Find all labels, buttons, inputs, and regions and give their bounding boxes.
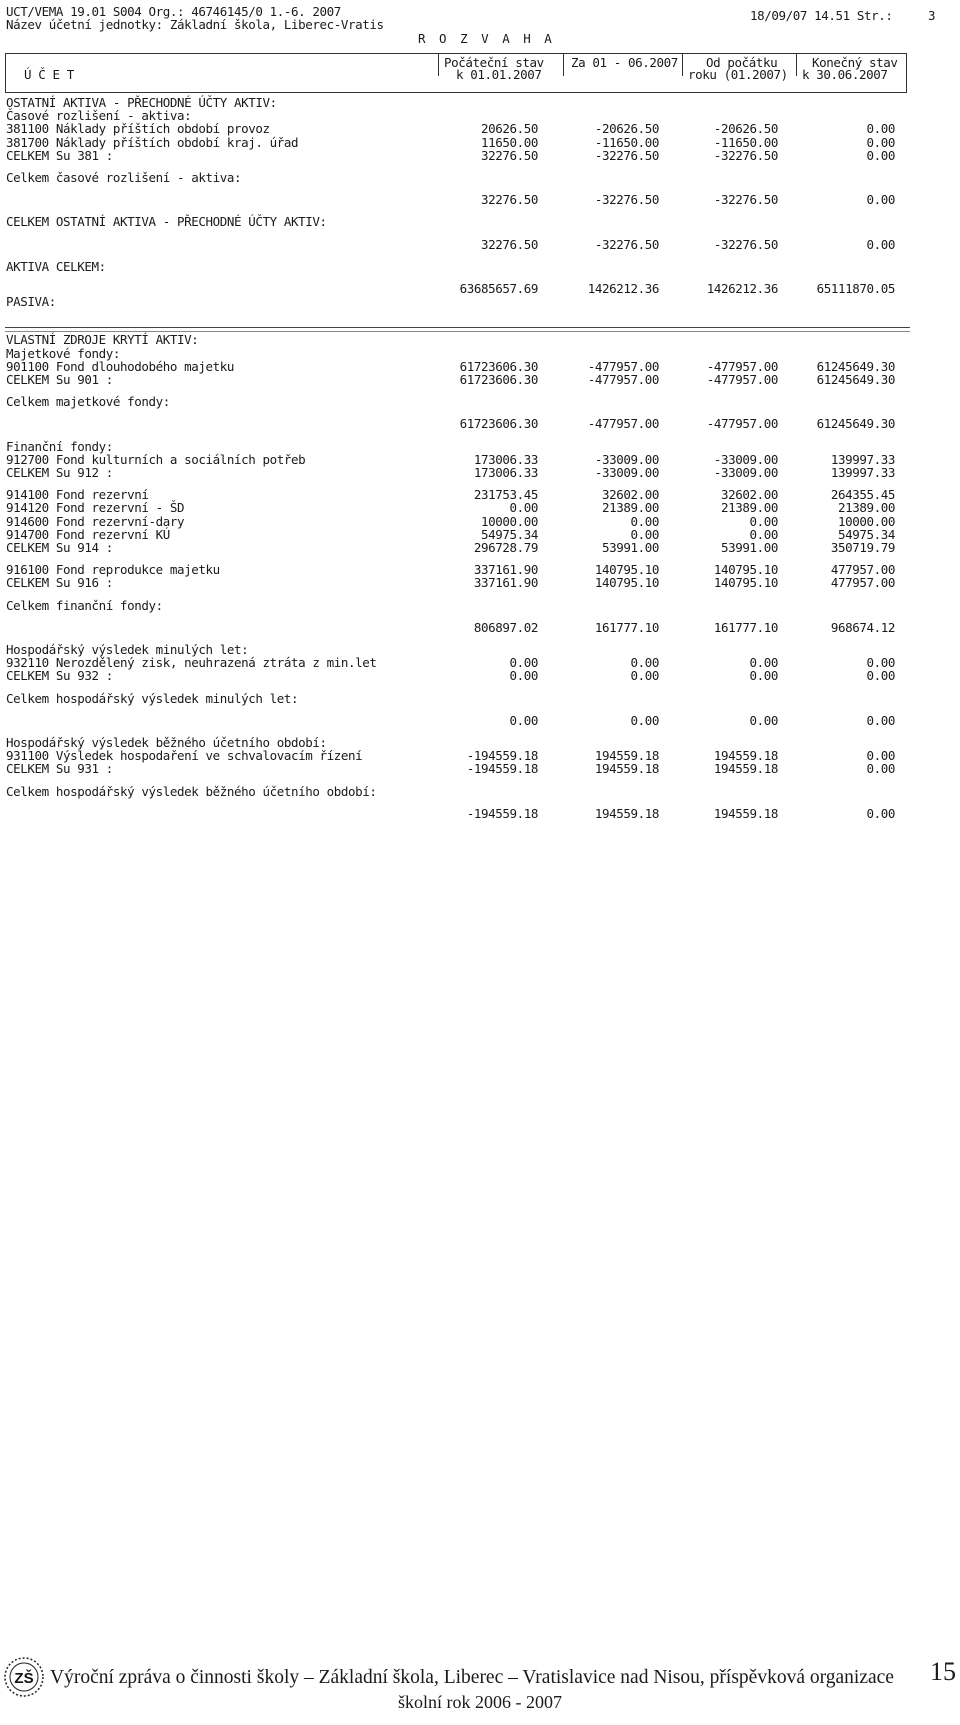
logo-text: ZŠ <box>14 1670 34 1687</box>
table-row <box>6 762 906 776</box>
row-value: 21389.00 <box>720 500 778 516</box>
row-value: 1426212.36 <box>706 281 778 296</box>
row-value: 194559.18 <box>594 748 659 764</box>
row-label: CELKEM OSTATNÍ AKTIVA - PŘECHODNÉ ÚČTY AKTIV: <box>6 214 327 230</box>
table-row <box>6 807 906 821</box>
row-value: 173006.33 <box>473 451 538 467</box>
row-value: -477957.00 <box>706 372 778 387</box>
row-label: Celkem hospodářský výsledek minulých let: <box>6 690 299 706</box>
section-heading-row <box>6 395 906 409</box>
row-value: 11650.00 <box>480 134 538 150</box>
row-label: CELKEM Su 381 : <box>6 147 113 163</box>
report-datetime: 18/09/07 14.51 Str.: <box>750 8 893 23</box>
row-value: 61723606.30 <box>459 416 538 432</box>
row-value: 61245649.30 <box>816 372 895 387</box>
section-heading-row <box>6 260 906 274</box>
column-header-period: Za 01 - 06.2007 <box>571 55 678 70</box>
row-value: -33009.00 <box>713 465 778 480</box>
row-value: -194559.18 <box>466 805 538 821</box>
row-value: 0.00 <box>866 236 895 252</box>
row-value: 65111870.05 <box>816 281 895 296</box>
row-value: -33009.00 <box>594 451 659 467</box>
row-value: 161777.10 <box>594 619 659 635</box>
report-header-line2: Název účetní jednotky: Základní škola, Liberec-Vratis <box>6 17 384 32</box>
row-value: 0.00 <box>630 668 659 684</box>
row-value: 0.00 <box>866 668 895 684</box>
row-value: 140795.10 <box>594 575 659 591</box>
row-value: 0.00 <box>509 668 538 684</box>
row-value: -32276.50 <box>713 192 778 208</box>
row-label: Časové rozlišení - aktiva: <box>6 108 192 124</box>
row-value: 0.00 <box>630 712 659 728</box>
row-value: 350719.79 <box>830 540 895 555</box>
row-value: 194559.18 <box>713 805 778 821</box>
row-value: 296728.79 <box>473 540 538 555</box>
row-label: Finanční fondy: <box>6 438 113 454</box>
row-value: 32602.00 <box>601 487 659 503</box>
row-value: 173006.33 <box>473 465 538 480</box>
row-value: -477957.00 <box>587 416 659 432</box>
row-value: 477957.00 <box>830 575 895 591</box>
row-value: 139997.33 <box>830 465 895 480</box>
row-value: 337161.90 <box>473 562 538 578</box>
table-row <box>6 669 906 683</box>
row-label: Hospodářský výsledek běžného účetního období: <box>6 735 327 750</box>
row-value: 0.00 <box>509 500 538 516</box>
row-value: 10000.00 <box>837 513 895 529</box>
section-heading-row <box>6 599 906 613</box>
row-value: 20626.50 <box>480 121 538 137</box>
row-value: 139997.33 <box>830 451 895 467</box>
row-value: 63685657.69 <box>459 281 538 296</box>
table-row <box>6 238 906 252</box>
footer-school-year: školní rok 2006 - 2007 <box>398 1692 562 1712</box>
row-value: 53991.00 <box>601 540 659 555</box>
row-value: 140795.10 <box>713 575 778 591</box>
row-value: 1426212.36 <box>587 281 659 296</box>
row-value: 806897.02 <box>473 619 538 635</box>
row-label: Celkem majetkové fondy: <box>6 394 170 410</box>
row-value: 0.00 <box>630 513 659 529</box>
column-header-closing-1: Konečný stav <box>812 55 898 70</box>
row-label: 914700 Fond rezervní KÚ <box>6 526 170 542</box>
section-heading-row <box>6 333 906 347</box>
row-value: 61723606.30 <box>459 372 538 387</box>
row-label: VLASTNÍ ZDROJE KRYTÍ AKTIV: <box>6 332 199 348</box>
row-value: 53991.00 <box>720 540 778 555</box>
row-value: 32276.50 <box>480 147 538 163</box>
table-row <box>6 149 906 163</box>
section-heading-row <box>6 785 906 799</box>
row-value: 32276.50 <box>480 236 538 252</box>
column-header-opening-2: k 01.01.2007 <box>456 67 542 82</box>
row-label: Celkem finanční fondy: <box>6 597 163 613</box>
row-value: -33009.00 <box>713 451 778 467</box>
section-heading-row <box>6 692 906 706</box>
row-value: 21389.00 <box>601 500 659 516</box>
table-row <box>6 282 906 296</box>
row-value: 194559.18 <box>713 748 778 764</box>
row-value: -194559.18 <box>466 761 538 777</box>
row-value: -11650.00 <box>594 134 659 150</box>
section-heading-row <box>6 171 906 185</box>
column-header-ytd-2: roku (01.2007) <box>688 67 788 82</box>
report-title: R O Z V A H A <box>418 31 555 46</box>
table-row <box>6 466 906 480</box>
row-label: 381100 Náklady příštích období provoz <box>6 121 270 137</box>
row-value: -477957.00 <box>587 372 659 387</box>
row-value: 0.00 <box>509 712 538 728</box>
row-value: 194559.18 <box>594 761 659 777</box>
row-value: 264355.45 <box>830 487 895 503</box>
row-value: -32276.50 <box>594 236 659 252</box>
row-value: -32276.50 <box>713 147 778 163</box>
row-value: 10000.00 <box>480 513 538 529</box>
row-label: PASIVA: <box>6 294 56 310</box>
row-value: -11650.00 <box>713 134 778 150</box>
row-value: -477957.00 <box>587 358 659 374</box>
row-value: 0.00 <box>749 513 778 529</box>
column-header-box <box>5 53 907 93</box>
section-separator <box>5 327 910 332</box>
row-value: -33009.00 <box>594 465 659 480</box>
row-value: 0.00 <box>509 655 538 671</box>
row-label: Hospodářský výsledek minulých let: <box>6 642 249 657</box>
footer-title: Výroční zpráva o činnosti školy – Základní škola, Liberec – Vratislavice nad Nisou, příspěvková organizace <box>50 1667 894 1688</box>
row-value: 0.00 <box>866 748 895 764</box>
row-value: 54975.34 <box>837 526 895 542</box>
row-label: 932110 Nerozdělený zisk, neuhrazená ztráta z min.let <box>6 655 377 671</box>
column-header-opening-1: Počáteční stav <box>444 55 544 70</box>
section-heading-row <box>6 295 906 309</box>
row-value: 0.00 <box>866 712 895 728</box>
row-value: 0.00 <box>866 134 895 150</box>
row-value: -20626.50 <box>713 121 778 137</box>
row-label: 931100 Výsledek hospodaření ve schvalovacím řízení <box>6 748 363 764</box>
row-value: -477957.00 <box>706 358 778 374</box>
row-label: CELKEM Su 916 : <box>6 575 113 591</box>
row-label: CELKEM Su 932 : <box>6 668 113 684</box>
column-header-account: Ú Č E T <box>24 67 74 82</box>
section-heading-row <box>6 215 906 229</box>
row-label: 914120 Fond rezervní - ŠD <box>6 500 185 516</box>
row-value: 0.00 <box>749 712 778 728</box>
row-value: 194559.18 <box>594 805 659 821</box>
row-value: 61245649.30 <box>816 358 895 374</box>
row-value: -32276.50 <box>594 147 659 163</box>
row-value: 968674.12 <box>830 619 895 635</box>
row-label: OSTATNÍ AKTIVA - PŘECHODNÉ ÚČTY AKTIV: <box>6 95 277 110</box>
row-value: -32276.50 <box>594 192 659 208</box>
row-value: -194559.18 <box>466 748 538 764</box>
row-value: 0.00 <box>749 655 778 671</box>
row-value: 0.00 <box>866 192 895 208</box>
column-header-closing-2: k 30.06.2007 <box>802 67 888 82</box>
column-header-ytd-1: Od počátku <box>706 55 778 70</box>
table-row <box>6 621 906 635</box>
row-value: -477957.00 <box>706 416 778 432</box>
row-value: 0.00 <box>866 655 895 671</box>
row-label: AKTIVA CELKEM: <box>6 258 106 274</box>
footer-page-number: 15 <box>930 1657 956 1686</box>
row-label: Celkem hospodářský výsledek běžného účetního období: <box>6 783 377 799</box>
row-label: CELKEM Su 901 : <box>6 372 113 387</box>
row-label: Majetkové fondy: <box>6 345 121 361</box>
row-value: 0.00 <box>866 805 895 821</box>
row-value: 337161.90 <box>473 575 538 591</box>
table-row <box>6 576 906 590</box>
report-page-number: 3 <box>928 8 936 23</box>
row-value: 140795.10 <box>594 562 659 578</box>
row-label: 916100 Fond reprodukce majetku <box>6 562 220 578</box>
row-value: 0.00 <box>866 121 895 137</box>
row-label: CELKEM Su 914 : <box>6 540 113 555</box>
row-label: 381700 Náklady příštích období kraj. úřad <box>6 134 299 150</box>
row-value: 61723606.30 <box>459 358 538 374</box>
row-value: 32602.00 <box>720 487 778 503</box>
row-value: 231753.45 <box>473 487 538 503</box>
row-value: -20626.50 <box>594 121 659 137</box>
table-row <box>6 714 906 728</box>
row-label: 914600 Fond rezervní-dary <box>6 513 185 529</box>
table-row <box>6 541 906 555</box>
row-value: 0.00 <box>630 526 659 542</box>
table-row <box>6 193 906 207</box>
row-label: CELKEM Su 912 : <box>6 465 113 480</box>
row-value: 61245649.30 <box>816 416 895 432</box>
row-label: 901100 Fond dlouhodobého majetku <box>6 358 235 374</box>
row-value: 21389.00 <box>837 500 895 516</box>
row-label: CELKEM Su 931 : <box>6 761 113 777</box>
row-value: 194559.18 <box>713 761 778 777</box>
row-value: 161777.10 <box>713 619 778 635</box>
row-value: 477957.00 <box>830 562 895 578</box>
row-value: 140795.10 <box>713 562 778 578</box>
row-value: -32276.50 <box>713 236 778 252</box>
report-header-line1: UCT/VEMA 19.01 S004 Org.: 46746145/0 1.-6. 2007 <box>6 4 341 19</box>
row-value: 0.00 <box>866 147 895 163</box>
row-value: 0.00 <box>630 655 659 671</box>
row-value: 54975.34 <box>480 526 538 542</box>
row-value: 32276.50 <box>480 192 538 208</box>
row-value: 0.00 <box>866 761 895 777</box>
row-label: 912700 Fond kulturních a sociálních potřeb <box>6 451 306 467</box>
row-value: 0.00 <box>749 526 778 542</box>
row-label: 914100 Fond rezervní <box>6 487 149 503</box>
row-value: 0.00 <box>749 668 778 684</box>
row-label: Celkem časové rozlišení - aktiva: <box>6 170 242 185</box>
table-row <box>6 417 906 431</box>
table-row <box>6 373 906 387</box>
